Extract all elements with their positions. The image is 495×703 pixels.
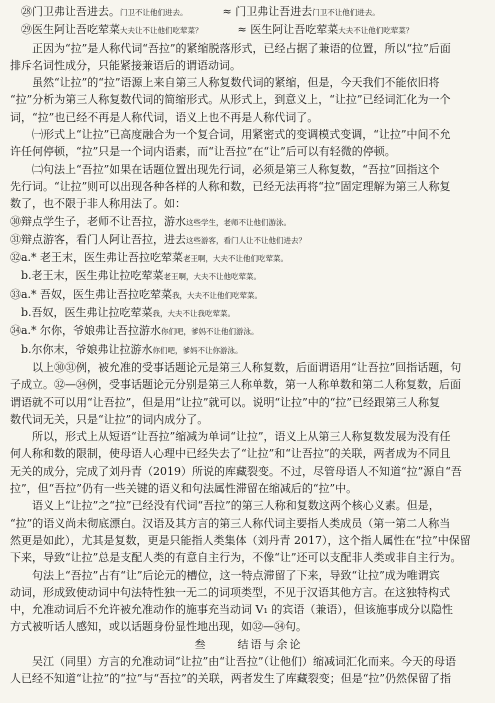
example-gloss: 这些游客，看门人让不让他们进去？ xyxy=(186,235,306,245)
text-line: 谓语就不可以用“让吾拉”，但是用“让拉”就可以。说明“让拉”中的“拉”已经跟第三人称复 xyxy=(10,395,440,409)
text-line: 无关的成分，完成了刘丹青（2019）所说的库藏裂变。不过，尽管母语人不知道“拉”源自“吾 xyxy=(10,464,462,478)
paragraph-4 xyxy=(10,161,487,213)
example-gloss: 大夫不让他们吃荤菜？ xyxy=(338,26,414,36)
text-line: 数代词无关，只是“让拉”的词内成分了。 xyxy=(10,412,209,426)
example-gloss: 老王啊，大夫不让他吃荤菜。 xyxy=(163,272,262,282)
text-line: 中，允准动词后不允许被允准动作的施事充当动词 V₁ 的宾语（兼语），但该施事成分以隐性 xyxy=(10,603,453,617)
example-30 xyxy=(10,213,487,231)
text-line: ㈡句法上“吾拉”如果在话题位置出现先行词，必须是第三人称复数，“吾拉”回指这个 xyxy=(32,162,440,176)
example-text: b.吾奴，医生弗让拉吃荤菜 xyxy=(21,306,153,320)
paragraph-7 xyxy=(10,497,487,566)
example-28 xyxy=(10,3,487,21)
text-line: 以上㉚㉛例，被允准的受事话题论元是第三人称复数，后面谓语用“让吾拉”回指话题，句 xyxy=(32,360,462,374)
example-gloss: 我，大夫不让他们吃荤菜。 xyxy=(172,290,263,300)
text-line: 下来，导致“让拉”总是支配人类的有意自主行为，不像“让”还可以支配非人类或非自主行为。 xyxy=(10,551,462,565)
example-29 xyxy=(10,21,487,39)
example-text: b.尔你末，爷娘弗让拉游水 xyxy=(21,342,153,356)
example-gloss: 大夫让不让他们吃荤菜？ xyxy=(120,26,203,36)
paragraph-2 xyxy=(10,74,487,126)
text-line: 正因为“拉”是人称代词“吾拉”的紧缩脱落形式，已经占据了兼语的位置，所以“拉”后面 xyxy=(32,41,451,55)
text-line: 数了，也不限于非人称用法了。如： xyxy=(10,197,186,211)
text-line: 词，“拉”也已经不再是人称代词，语义上也不再是人称代词了。 xyxy=(10,110,319,124)
example-text: ㉚辩点学生子，老师不让吾拉，游水 xyxy=(10,214,186,228)
text-line: 排斥名词性成分，只能紧接兼语后的谓语动词。 xyxy=(10,58,241,72)
paragraph-5 xyxy=(10,359,487,428)
text-line: 所以，形式上从短语“让吾拉”缩减为单词“让拉”，语义上从第三人称复数发展为没有任 xyxy=(32,430,451,444)
paragraph-6 xyxy=(10,428,487,497)
example-gloss: 老王啊，大夫不让他们吃荤菜。 xyxy=(183,254,289,264)
example-gloss: 这些学生，老师不让他们游泳。 xyxy=(186,217,291,227)
section-number: 叁 xyxy=(194,637,208,651)
example-text: ㉘门卫弗让吾进去。 xyxy=(21,5,120,18)
paragraph-1 xyxy=(10,40,487,75)
text-line: 虽然“让拉”的“拉”语源上来自第三人称复数代词的紧缩，但是，今天我们不能依旧将 xyxy=(32,76,440,90)
example-33b xyxy=(10,304,487,322)
text-line: 句法上“吾拉”占有“让”后论元的槽位，这一特点滞留了下来，导致“让拉”成为唯谓宾 xyxy=(32,568,440,582)
paragraph-3 xyxy=(10,126,487,161)
example-text: ㉜a.* 老王末，医生弗让吾拉吃荤菜 xyxy=(10,251,184,265)
example-gloss: 你们吧，爹妈不让他们游泳。 xyxy=(161,327,259,337)
example-32b xyxy=(10,267,487,285)
example-text: ≈ 门卫弗让吾进去 xyxy=(222,5,313,18)
text-line: ㈠形式上“让拉”已高度融合为一个复合词，用紧密式的变调模式变调，“让拉”中间不允 xyxy=(32,128,451,142)
example-33a xyxy=(10,286,487,304)
text-line: 何人称和数的限制，使母语人心理中已经失去了“让拉”和“让吾拉”的关联，两者成为不同且 xyxy=(10,447,451,461)
example-text: b.老王末，医生弗让拉吃荤菜 xyxy=(21,269,164,283)
text-line: 子成立。㉜—㉞例，受事话题论元分别是第三人称单数，第一人称单数和第二人称复数，后面 xyxy=(10,378,461,392)
text-line: 吴江（同里）方言的允准动词“让拉”由“让吾拉”（让他们）缩减词汇化而来。今天的母语 xyxy=(32,654,456,668)
example-text: ≈ 医生阿让吾吃荤菜 xyxy=(237,23,339,37)
example-34a xyxy=(10,322,487,340)
example-gloss: 门卫不让他们进去。 xyxy=(312,8,380,17)
example-gloss: 我，大夫不让我吃荤菜。 xyxy=(152,309,236,319)
text-line: 人已经不知道“让拉”的“拉”与“吾拉”的关联，两者发生了库藏裂变；但是“拉”仍然保留了指 xyxy=(10,672,451,686)
section-title: 结语与余论 xyxy=(237,637,303,651)
text-line: 然更是如此），尤其是复数，更是只能指人类集体（刘丹青 2017），这个指人属性在“拉”中保留 xyxy=(10,533,471,547)
text-line: 先行词。“让拉”则可以出现各种各样的人称和数，已经无法再将“拉”固定理解为第三人称复 xyxy=(10,179,451,193)
text-line: 方式被听话人感知，或以话题身份显性地出现，如㉜—㉞句。 xyxy=(10,620,307,634)
example-text: ㉛辩点游客，看门人阿让吾拉，进去 xyxy=(10,232,186,246)
example-text: ㉙医生阿让吾吃荤菜 xyxy=(21,23,120,37)
section-heading xyxy=(10,636,487,653)
example-32a xyxy=(10,249,487,267)
example-text: ㉞a.* 尔你，爷娘弗让吾拉游水 xyxy=(10,324,162,338)
example-gloss: 你们吧，爹妈不让你游泳。 xyxy=(152,345,243,355)
text-line: 语义上“让拉”之“拉”已经没有代词“吾拉”的第三人称和复数这两个核心义素。但是， xyxy=(32,499,440,513)
text-line: 动词，形成致使动词中句法特性独一无二的词项类型，不见于汉语其他方言。在这独特构式 xyxy=(10,585,450,599)
text-line: “拉”分析为第三人称复数代词的简缩形式。从形式上，到意义上，“让拉”已经词汇化为一个 xyxy=(10,93,451,107)
example-text: ㉝a.* 吾奴，医生弗让吾拉吃荤菜 xyxy=(10,287,173,301)
paragraph-9 xyxy=(10,653,487,688)
text-line: 拉”，但“吾拉”仍有一些关键的语义和句法属性滞留在缩减后的“拉”中。 xyxy=(10,482,358,496)
paragraph-8 xyxy=(10,567,487,636)
text-line: “拉”的语义尚未彻底漂白。汉语及其方言的第三人称代词主要指人类成员（第一第二人称当 xyxy=(10,516,451,530)
text-line: 许任何停顿，“拉”只是一个词内语素，而“让吾拉”在“让”后可以有轻微的停顿。 xyxy=(10,145,396,159)
example-34b xyxy=(10,341,487,359)
example-31 xyxy=(10,231,487,249)
example-gloss: 门卫不让他们进去。 xyxy=(120,8,188,17)
